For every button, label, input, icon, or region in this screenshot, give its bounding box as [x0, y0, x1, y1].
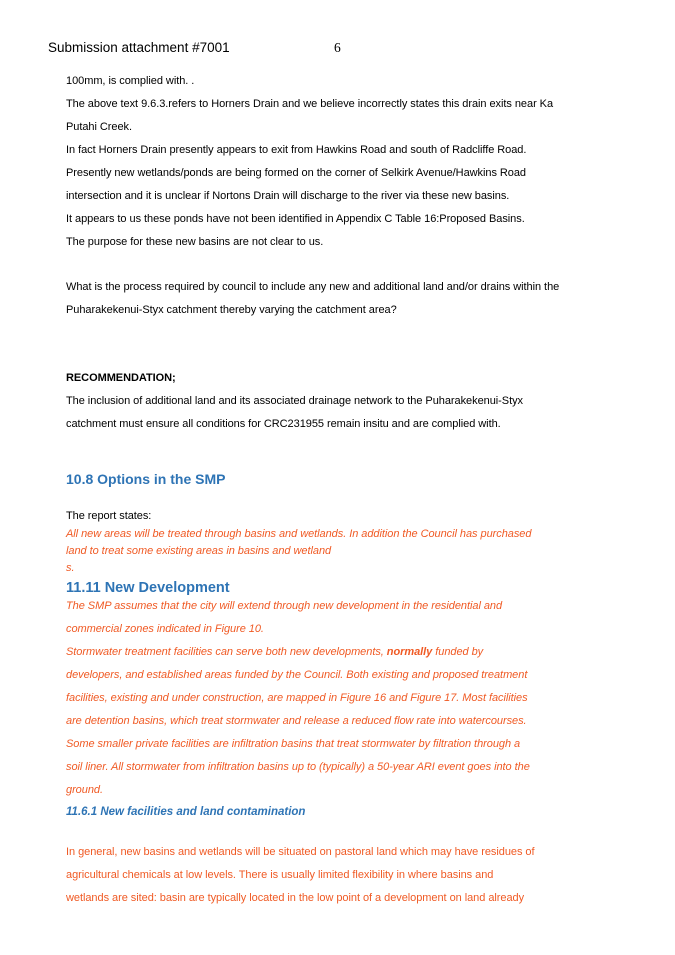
quote-line: s. — [66, 562, 75, 574]
orange-line: agricultural chemicals at low levels. There is usually limited flexibility in where basins and — [66, 869, 494, 881]
text-line: Presently new wetlands/ponds are being formed on the corner of Selkirk Avenue/Hawkins Road — [66, 167, 527, 179]
section-heading-11-11: 11.11 New Development — [66, 580, 230, 596]
question-line: What is the process required by council to include any new and additional land and/or drains within the — [66, 281, 560, 293]
subsection-heading-11-6-1: 11.6.1 New facilities and land contamination — [66, 806, 306, 818]
quote-bold-word: normally — [386, 646, 433, 658]
question-line: Puharakekenui-Styx catchment thereby varying the catchment area? — [66, 304, 397, 316]
text-line: 100mm, is complied with. . — [66, 75, 195, 87]
orange-line: wetlands are sited: basin are typically located in the low point of a development on land already — [66, 892, 525, 904]
orange-line: In general, new basins and wetlands will be situated on pastoral land which may have residues of — [66, 846, 535, 858]
text-line: The above text 9.6.3.refers to Horners Drain and we believe incorrectly states this drain exits near Ka — [66, 98, 554, 110]
quote-segment: Stormwater treatment facilities can serve both new developments, — [66, 646, 387, 658]
quote-line: soil liner. All stormwater from infiltration basins up to (typically) a 50-year ARI event goes into the — [66, 761, 530, 773]
quote-line: land to treat some existing areas in basins and wetland — [66, 545, 332, 557]
document-header-title: Submission attachment #7001 — [48, 40, 230, 55]
report-states-label: The report states: — [66, 510, 152, 522]
quote-line: ground. — [66, 784, 103, 796]
recommendation-line: catchment must ensure all conditions for CRC231955 remain insitu and are complied with. — [66, 418, 501, 430]
quote-line: All new areas will be treated through basins and wetlands. In addition the Council has purchased — [66, 528, 532, 540]
recommendation-line: The inclusion of additional land and its associated drainage network to the Puharakekenui-Styx — [66, 395, 523, 407]
quote-line: are detention basins, which treat stormwater and release a reduced flow rate into watercourses. — [66, 715, 527, 727]
recommendation-heading: RECOMMENDATION; — [66, 372, 176, 384]
quote-line: commercial zones indicated in Figure 10. — [66, 623, 264, 635]
text-line: The purpose for these new basins are not clear to us. — [66, 236, 324, 248]
text-line: intersection and it is unclear if Nortons Drain will discharge to the river via these new basins. — [66, 190, 510, 202]
text-line: Putahi Creek. — [66, 121, 132, 133]
text-line: It appears to us these ponds have not been identified in Appendix C Table 16:Proposed Basins. — [66, 213, 525, 225]
quote-segment: funded by — [432, 646, 484, 658]
quote-line: The SMP assumes that the city will extend through new development in the residential and — [66, 600, 503, 612]
quote-line: facilities, existing and under construction, are mapped in Figure 16 and Figure 17. Most facilities — [66, 692, 528, 704]
quote-line: developers, and established areas funded by the Council. Both existing and proposed treatment — [66, 669, 528, 681]
page-number: 6 — [334, 40, 341, 55]
section-heading-10-8: 10.8 Options in the SMP — [66, 471, 226, 487]
quote-line: Some smaller private facilities are infiltration basins that treat stormwater by filtration through a — [66, 738, 521, 750]
text-line: In fact Horners Drain presently appears to exit from Hawkins Road and south of Radcliffe Road. — [66, 144, 527, 156]
quote-line-with-bold — [66, 646, 483, 658]
